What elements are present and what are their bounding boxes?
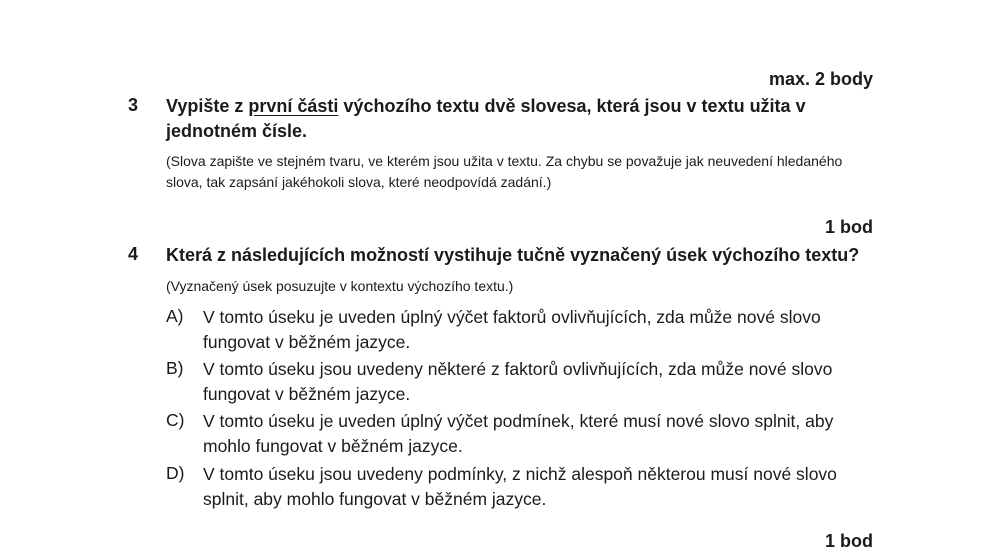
option-c-letter: C) bbox=[166, 410, 185, 430]
option-a-text: V tomto úseku je uveden úplný výčet faktorů ovlivňujících, zda může nové slovo fungovat v běžném jazyce. bbox=[203, 307, 821, 352]
q3-text-part2: výchozího textu dvě slovesa, která jsou v textu užita v jednotném čísle. bbox=[166, 96, 806, 141]
q3-text-underlined: první části bbox=[248, 96, 339, 116]
option-d-text: V tomto úseku jsou uvedeny podmínky, z nichž alespoň některou musí nové slovo splnit, aby mohlo fungovat v běžném jazyce. bbox=[203, 464, 837, 509]
q3-number: 3 bbox=[128, 95, 139, 115]
q4-points: 1 bod bbox=[825, 217, 873, 237]
option-b-letter: B) bbox=[166, 358, 184, 378]
q3-points: max. 2 body bbox=[768, 69, 873, 89]
q4-question-text: Která z následujících možností vystihuje tučně vyznačený úsek výchozího textu? bbox=[166, 245, 860, 265]
q4-note: (Vyznačený úsek posuzujte v kontextu výchozího textu.) bbox=[166, 278, 514, 294]
option-c-text: V tomto úseku je uveden úplný výčet podmínek, které musí nové slovo splnit, aby mohlo fungovat v běžném jazyce. bbox=[203, 411, 834, 456]
q3-note: (Slova zapište ve stejném tvaru, ve kterém jsou užita v textu. Za chybu se považuje jak neuvedení hledaného slova, tak zapsání jakéhokoli slova, které neodpovídá zadání.) bbox=[166, 153, 843, 190]
q3-question-text bbox=[166, 94, 826, 144]
q3-text-part1: Vypište z bbox=[166, 96, 249, 116]
option-a-letter: A) bbox=[166, 306, 184, 326]
q5-points: 1 bod bbox=[825, 531, 873, 551]
q4-number: 4 bbox=[128, 244, 139, 264]
option-d-letter: D) bbox=[166, 463, 185, 483]
option-b-text: V tomto úseku jsou uvedeny některé z faktorů ovlivňujících, zda může nové slovo fungovat v běžném jazyce. bbox=[203, 359, 833, 404]
